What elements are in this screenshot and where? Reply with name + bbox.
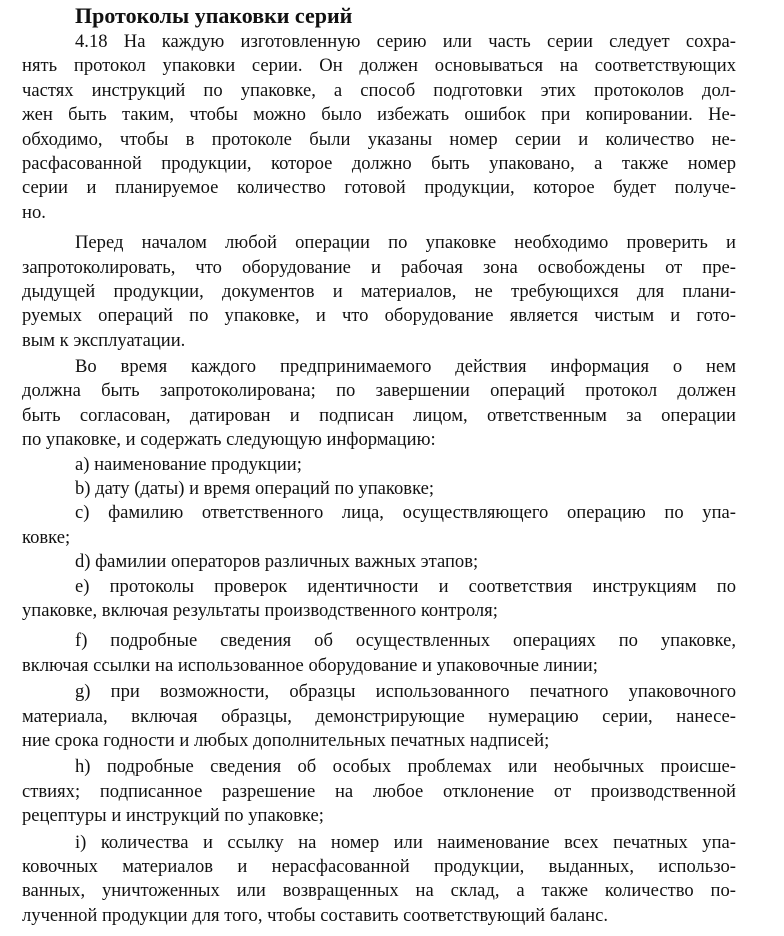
text-line: g) при возможности, образцы использованного печатного упаковочного <box>75 681 736 703</box>
text-line: но. <box>22 201 46 223</box>
text-line: i) количества и ссылку на номер или наименование всех печатных упа- <box>75 831 736 853</box>
paragraph-p-before-start <box>22 231 736 353</box>
text-line: a) наименование продукции; <box>75 453 302 475</box>
text-line: b) дату (даты) и время операций по упаковке; <box>75 478 435 500</box>
text-line: h) подробные сведения об особых проблемах или необычных происше- <box>75 756 736 778</box>
text-line: обходимо, чтобы в протоколе были указаны номер серии и количество не- <box>22 128 736 150</box>
text-line: расфасованной продукции, которое должно быть упаковано, а также номер <box>22 152 736 174</box>
text-line: f) подробные сведения об осуществленных операциях по упаковке, <box>75 630 736 652</box>
section-title: Протоколы упаковки серий <box>75 3 353 28</box>
text-line: e) протоколы проверок идентичности и соответствия инструкциям по <box>75 575 736 597</box>
paragraph-item-d <box>22 550 736 574</box>
text-line: ствиях; подписанное разрешение на любое отклонение от производственной <box>22 780 736 802</box>
text-line: руемых операций по упаковке, и что оборудование является чистым и гото- <box>22 305 736 327</box>
paragraph-p-4-18 <box>22 30 736 225</box>
text-line: ковочных материалов и нерасфасованной продукции, выданных, использо- <box>22 855 736 877</box>
text-line: 4.18 На каждую изготовленную серию или часть серии следует сохра- <box>75 31 736 52</box>
text-line: d) фамилии операторов различных важных этапов; <box>75 551 479 573</box>
text-line: дыдущей продукции, документов и материалов, не требующихся для плани- <box>22 280 736 302</box>
text-line: упаковке, включая результаты производственного контроля; <box>22 599 498 621</box>
text-line: c) фамилию ответственного лица, осуществляющего операцию по упа- <box>75 502 736 524</box>
text-line: лученной продукции для того, чтобы составить соответствующий баланс. <box>22 904 608 926</box>
text-line: ние срока годности и любых дополнительных печатных надписей; <box>22 729 550 751</box>
text-line: должна быть запротоколирована; по завершении операций протокол должен <box>22 380 736 402</box>
text-line: нять протокол упаковки серии. Он должен основываться на соответствующих <box>22 55 736 77</box>
text-line: быть согласован, датирован и подписан лицом, ответственным за операции <box>22 404 736 426</box>
text-line: вым к эксплуатации. <box>22 329 186 351</box>
paragraph-item-b <box>22 477 736 501</box>
paragraph-item-g <box>22 680 736 753</box>
document-page <box>22 0 736 928</box>
text-line: включая ссылки на использованное оборудование и упаковочные линии; <box>22 654 598 676</box>
text-line: частях инструкций по упаковке, а способ подготовки этих протоколов дол- <box>22 79 736 101</box>
paragraph-item-f <box>22 629 736 678</box>
text-line: по упаковке, и содержать следующую информацию: <box>22 429 436 451</box>
text-line: серии и планируемое количество готовой продукции, которое будет получе- <box>22 177 736 199</box>
paragraph-p-during <box>22 355 736 453</box>
paragraph-item-e <box>22 575 736 624</box>
text-line: ковке; <box>22 526 71 548</box>
paragraph-item-a <box>22 453 736 477</box>
text-line: жен быть таким, чтобы можно было избежать ошибок при копировании. Не- <box>22 104 736 126</box>
paragraph-item-c <box>22 501 736 550</box>
paragraph-item-i <box>22 831 736 929</box>
text-line: запротоколировать, что оборудование и рабочая зона освобождены от пре- <box>22 256 736 278</box>
text-line: Во время каждого предпринимаемого действия информация о нем <box>75 356 736 378</box>
text-line: ванных, уничтоженных или возвращенных на склад, а также количество по- <box>22 880 736 902</box>
text-line: материала, включая образцы, демонстрирующие нумерацию серии, нанесе- <box>22 705 736 727</box>
paragraph-item-h <box>22 755 736 828</box>
text-line: Перед началом любой операции по упаковке необходимо проверить и <box>75 232 736 254</box>
document-body <box>22 30 736 928</box>
text-line: рецептуры и инструкций по упаковке; <box>22 805 324 827</box>
